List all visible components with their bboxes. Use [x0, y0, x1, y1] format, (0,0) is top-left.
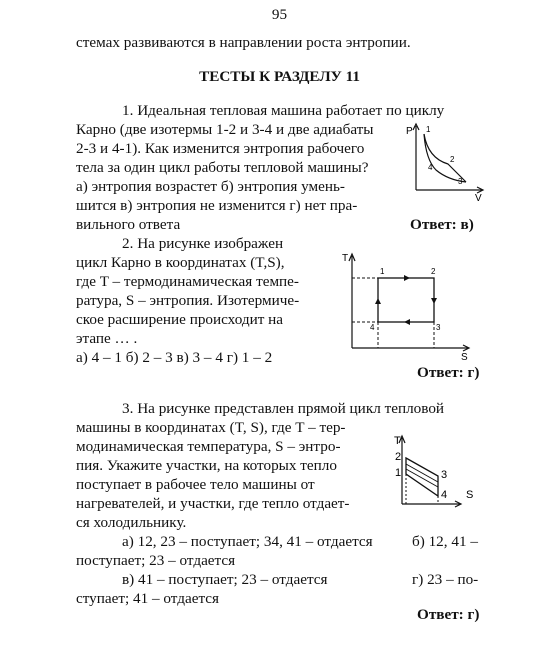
q1-line: 2-3 и 4-1). Как изменится энтропия рабочего: [76, 140, 365, 157]
y-axis-label: T: [394, 435, 401, 447]
q3-option-d-cont: ступает; 41 – отдается: [76, 590, 219, 607]
q1-line: тела за один цикл работы тепловой машины?: [76, 159, 369, 176]
point-label: 2: [431, 267, 436, 276]
q3-ts-diagram: [388, 428, 484, 516]
q3-option-b: б) 12, 41 –: [412, 533, 478, 550]
x-axis-label: S: [466, 489, 474, 501]
q3-answer: Ответ: г): [417, 606, 480, 623]
point-label: 2: [450, 155, 455, 164]
q2-line: ское расширение происходит на: [76, 311, 284, 328]
arrow-right: [404, 275, 410, 281]
arrow-down: [431, 298, 437, 304]
q2-line: ратура, S – энтропия. Изотермиче-: [76, 292, 300, 309]
point-label: 1: [426, 125, 431, 134]
point-label: 4: [441, 489, 448, 501]
q3-line: машины в координатах (T, S), где T – тер-: [76, 419, 346, 436]
cycle-curve-lower: [424, 134, 466, 182]
q2-line: этапе … .: [76, 330, 138, 347]
page-number: 95: [271, 6, 288, 23]
q1-line: а) энтропия возрастет б) энтропия умень-: [76, 178, 345, 195]
q1-pv-diagram: [400, 120, 486, 202]
point-label: 2: [395, 451, 402, 463]
q3-option-a: а) 12, 23 – поступает; 34, 41 – отдается: [122, 533, 373, 550]
q1-line: 1. Идеальная тепловая машина работает по циклу: [122, 102, 445, 119]
point-label: 1: [395, 467, 402, 479]
q3-line: пия. Укажите участки, на которых тепло: [76, 457, 337, 474]
section-title: ТЕСТЫ К РАЗДЕЛУ 11: [199, 68, 360, 85]
q2-line: 2. На рисунке изображен: [122, 235, 284, 252]
q3-line: нагревателей, и участки, где тепло отдает-: [76, 495, 350, 512]
q2-options: а) 4 – 1 б) 2 – 3 в) 3 – 4 г) 1 – 2: [76, 349, 273, 366]
point-label: 3: [458, 177, 463, 186]
arrow-up: [375, 298, 381, 304]
q1-answer: Ответ: в): [410, 216, 474, 233]
intro-text: стемах развиваются в направлении роста энтропии.: [76, 34, 411, 51]
point-label: 1: [380, 267, 385, 276]
q2-answer: Ответ: г): [417, 364, 480, 381]
cycle-rectangle: [378, 278, 434, 322]
q3-option-b-cont: поступает; 23 – отдается: [76, 552, 236, 569]
x-axis-label: S: [461, 352, 468, 362]
q3-option-d: г) 23 – по-: [412, 571, 479, 588]
point-label: 4: [428, 163, 433, 172]
q1-line: шится в) энтропия не изменится г) нет пра-: [76, 197, 358, 214]
q3-option-c: в) 41 – поступает; 23 – отдается: [122, 571, 328, 588]
q3-line: 3. На рисунке представлен прямой цикл тепловой: [122, 400, 445, 417]
y-axis-label: T: [342, 253, 349, 264]
point-label: 3: [436, 323, 441, 332]
q3-line: поступает в рабочее тело машины от: [76, 476, 315, 493]
point-label: 3: [441, 469, 448, 481]
q3-line: модинамическая температура, S – энтро-: [76, 438, 341, 455]
arrow-left: [404, 319, 410, 325]
q3-line: ся холодильнику.: [76, 514, 187, 531]
q2-ts-diagram: [336, 244, 474, 362]
cycle-parallelogram: [406, 458, 438, 496]
q1-line: Карно (две изотермы 1-2 и 3-4 и две адиабаты: [76, 121, 374, 138]
point-label: 4: [370, 323, 375, 332]
y-axis-label: P: [406, 126, 413, 137]
x-axis-label: V: [475, 193, 482, 202]
q2-line: где T – термодинамическая темпе-: [76, 273, 299, 290]
q1-line: вильного ответа: [76, 216, 181, 233]
cycle-curve-upper: [424, 134, 466, 182]
q2-line: цикл Карно в координатах (T,S),: [76, 254, 285, 271]
